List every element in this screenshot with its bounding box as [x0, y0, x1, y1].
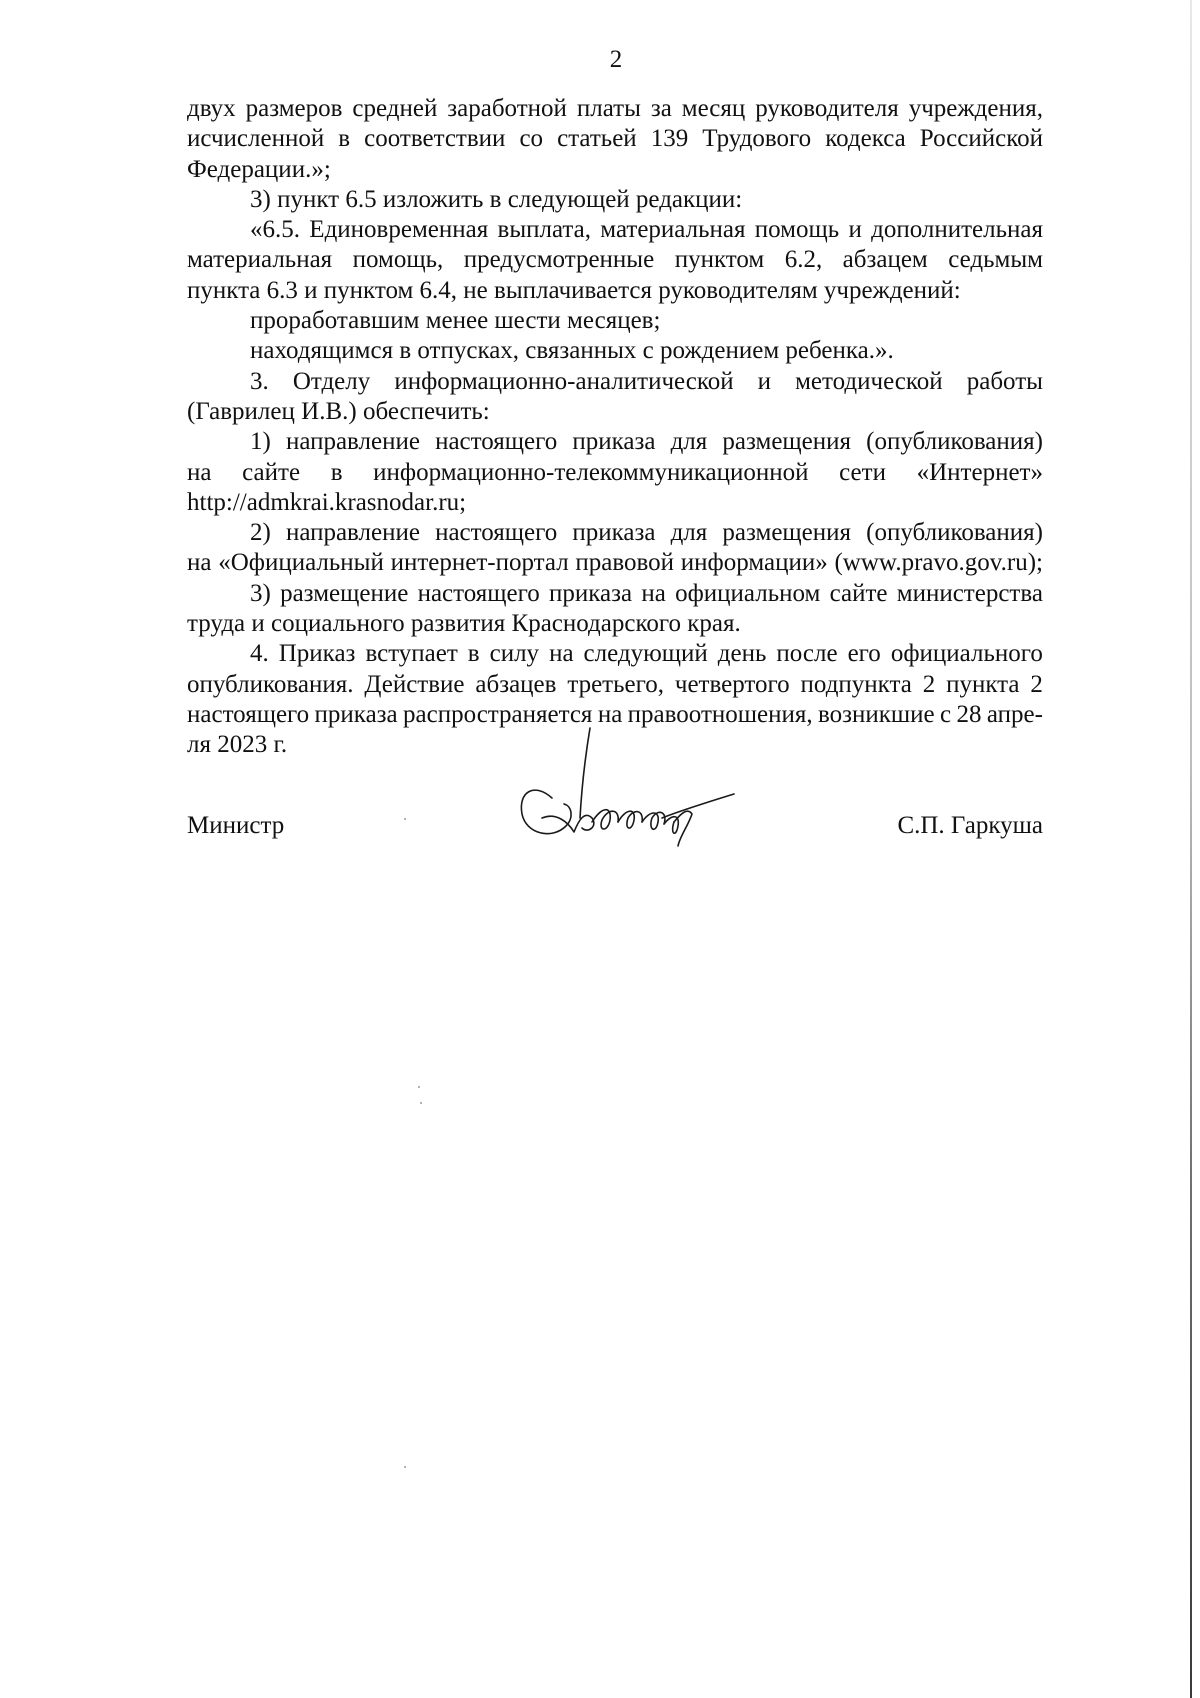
document-line: «6.5. Единовременная выплата, материальная помощь и дополнительная — [250, 216, 1043, 244]
scan-speck — [418, 1086, 420, 1088]
document-line: находящимся в отпусках, связанных с рождением ребенка.». — [250, 337, 894, 365]
document-line: двух размеров средней заработной платы за месяц руководителя учреждения, — [187, 95, 1043, 122]
scan-speck — [420, 1102, 422, 1104]
scan-edge-shadow — [1190, 0, 1192, 1698]
document-line: материальная помощь, предусмотренные пунктом 6.2, абзацем седьмым — [187, 246, 1043, 274]
document-line: труда и социального развития Краснодарского края. — [187, 610, 741, 638]
document-line: 2) направление настоящего приказа для размещения (опубликования) — [250, 519, 1043, 547]
scan-speck — [404, 1466, 406, 1468]
document-body — [187, 94, 1043, 761]
scan-speck — [404, 818, 406, 820]
document-line: пункта 6.3 и пунктом 6.4, не выплачивается руководителям учреждений: — [187, 276, 961, 304]
document-line: 1) направление настоящего приказа для размещения (опубликования) — [250, 428, 1043, 456]
document-line: 3) пункт 6.5 изложить в следующей редакции: — [250, 185, 743, 213]
document-line: на «Официальный интернет-портал правовой информации» (www.pravo.gov.ru); — [187, 549, 1043, 577]
document-line: (Гаврилец И.В.) обеспечить: — [187, 397, 490, 425]
document-line: http://admkrai.krasnodar.ru; — [187, 488, 467, 516]
document-line: 4. Приказ вступает в силу на следующий день после его официального — [250, 640, 1043, 668]
document-line: ля 2023 г. — [187, 731, 288, 759]
signature-row — [187, 808, 1043, 848]
document-line: опубликования. Действие абзацев третьего, четвертого подпункта 2 пункта 2 — [187, 670, 1043, 698]
document-line: настоящего приказа распространяется на правоотношения, возникшие с 28 апре- — [187, 700, 1043, 728]
document-line: 3. Отделу информационно-аналитической и методической работы — [250, 367, 1043, 395]
document-line: 3) размещение настоящего приказа на официальном сайте министерства — [250, 579, 1043, 607]
document-line: Федерации.»; — [187, 155, 331, 183]
document-line: на сайте в информационно-телекоммуникационной сети «Интернет» — [187, 458, 1043, 486]
document-line: исчисленной в соответствии со статьей 139 Трудового кодекса Российской — [187, 125, 1043, 153]
position-title: Министр — [187, 812, 285, 839]
page-number: 2 — [609, 46, 623, 73]
document-line: проработавшим менее шести месяцев; — [250, 307, 661, 335]
signatory-name: С.П. Гаркуша — [897, 812, 1043, 839]
